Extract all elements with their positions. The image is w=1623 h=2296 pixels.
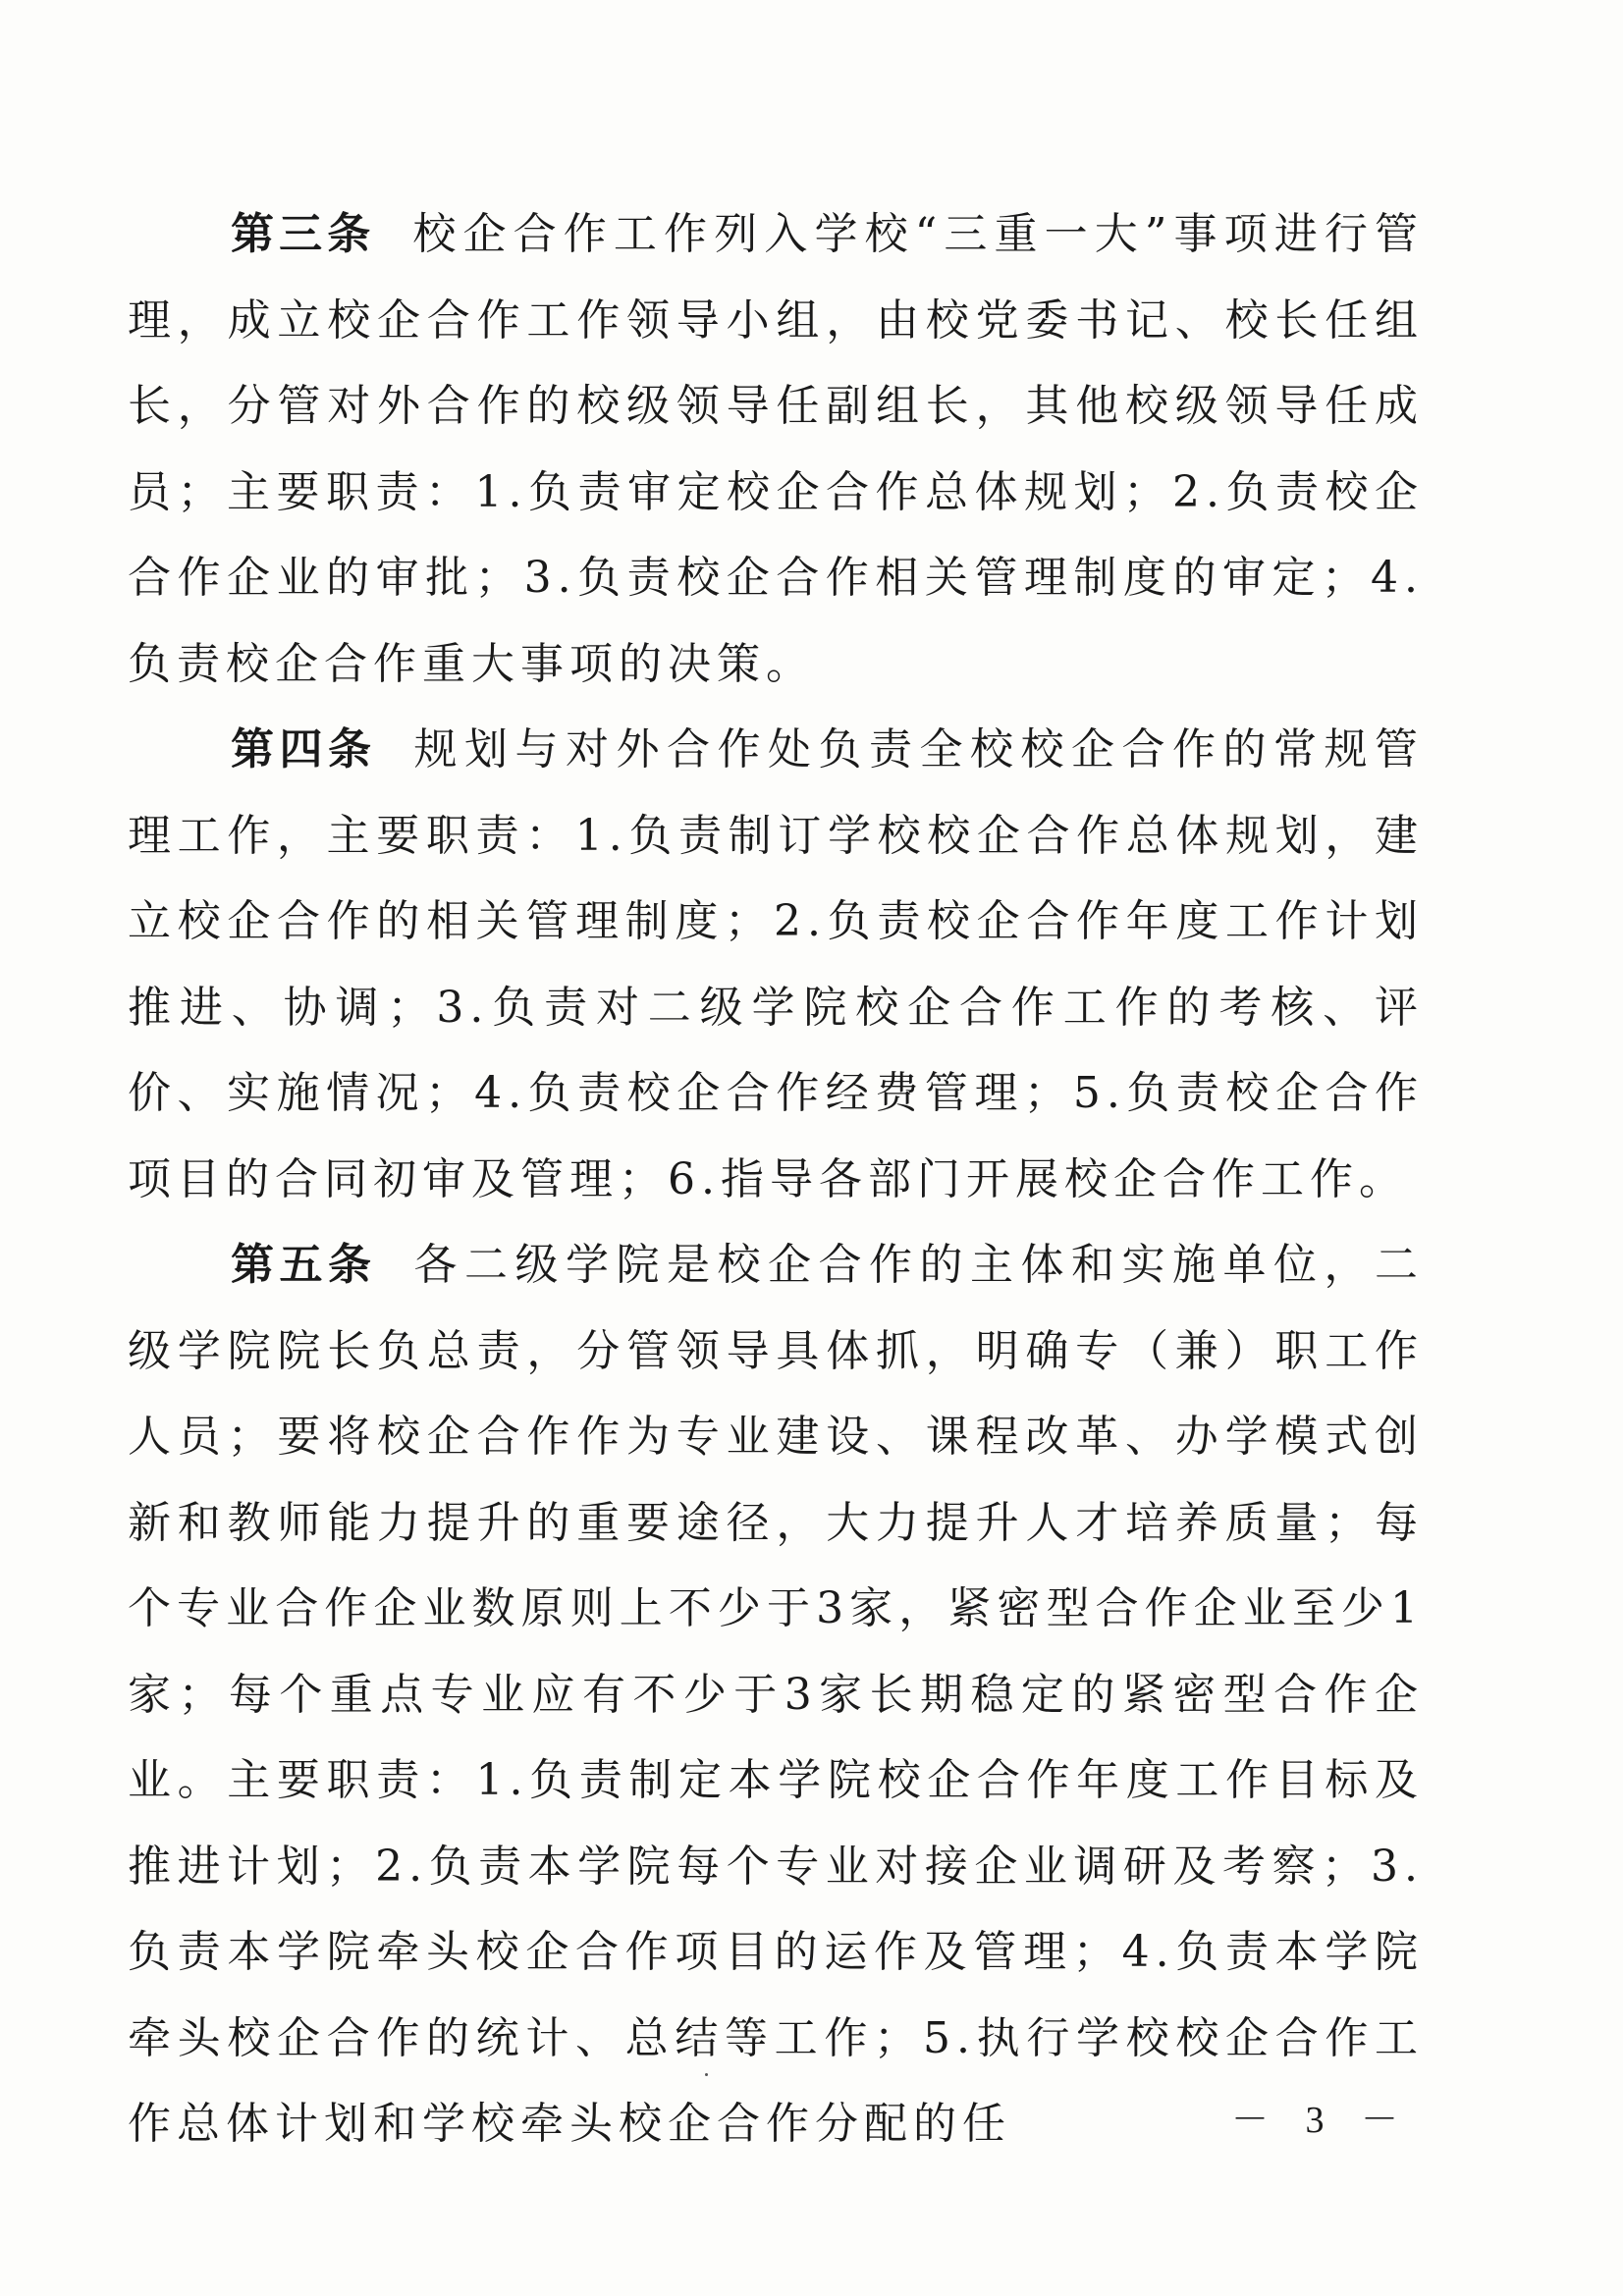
article-3-text: 校企合作工作列入学校“三重一大”事项进行管理，成立校企合作工作领导小组，由校党委书记、校长任组长，分管对外合作的校级领导任副组长，其他校级领导任成员；主要职责：1.负责审定校企合作总体规划；2.负责校企合作企业的审批；3.负责校企合作相关管理制度的审定；4.负责校企合作重大事项的决策。: [128, 209, 1425, 689]
article-3: [128, 191, 1424, 707]
article-4-number: 第四条: [231, 724, 377, 774]
scan-speck: [705, 2073, 708, 2076]
article-5: [128, 1222, 1424, 2167]
article-3-number: 第三条: [231, 209, 376, 259]
article-4: [128, 707, 1424, 1222]
article-5-number: 第五条: [231, 1240, 377, 1290]
document-body: [128, 191, 1424, 2167]
article-4-text: 规划与对外合作处负责全校校企合作的常规管理工作，主要职责：1.负责制订学校校企合作总体规划，建立校企合作的相关管理制度；2.负责校企合作年度工作计划推进、协调；3.负责对二级学院校企合作工作的考核、评价、实施情况；4.负责校企合作经费管理；5.负责校企合作项目的合同初审及管理；6.指导各部门开展校企合作工作。: [128, 724, 1424, 1204]
article-5-text: 各二级学院是校企合作的主体和实施单位，二级学院院长负总责，分管领导具体抓，明确专（兼）职工作人员；要将校企合作作为专业建设、课程改革、办学模式创新和教师能力提升的重要途径，大力提升人才培养质量；每个专业合作企业数原则上不少于3家，紧密型合作企业至少1家；每个重点专业应有不少于3家长期稳定的紧密型合作企业。主要职责：1.负责制定本学院校企合作年度工作目标及推进计划；2.负责本学院每个专业对接企业调研及考察；3.负责本学院牵头校企合作项目的运作及管理；4.负责本学院牵头校企合作的统计、总结等工作；5.执行学校校企合作工作总体计划和学校牵头校企合作分配的任: [128, 1240, 1424, 2149]
page-number: － 3 －: [1230, 2100, 1412, 2141]
